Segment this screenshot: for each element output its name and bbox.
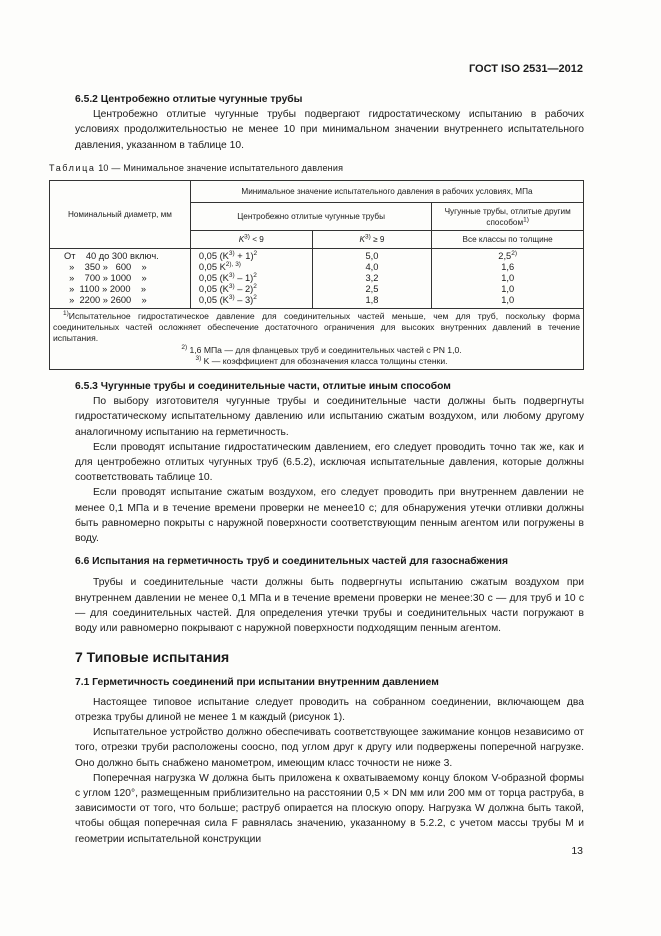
table-caption-text: 10 — Минимальное значение испытательного давления (98, 162, 344, 173)
row-formula: 0,05 $(K^{3)} - 3)^2$ (198, 293, 257, 306)
column-diameters (50, 249, 191, 309)
row-value: 1,8 (365, 295, 379, 306)
row-formula: 0,05 $(K^{3)} - 2)^2$ (198, 282, 257, 295)
footnote-3: $^{3)}$ K — коэффициент для обозначения класса толщины стенки. (195, 354, 448, 366)
row-formula: 0,05 $(K^{3)} - 1)^2$ (198, 271, 257, 284)
section-6-5-3-paragraph: По выбору изготовителя чугунные трубы и соединительные части должны быть подвергнуты гидростатическому испытательному давлению или испытанию сжатым воздухом, или любому другому аналогичному испытанию на герметичность. (75, 396, 584, 438)
row-value: 3,2 (365, 273, 379, 284)
row-value: 1,6 (501, 262, 515, 273)
section-6-5-3-paragraph: Если проводят испытание гидростатическим давлением, его следует проводить точно так же, как и для центробежно отлитых чугунных труб (6.5.2), исключая испытательные давления, которые должны соответствовать таблице 10. (75, 441, 584, 484)
column-k-ge-9 (312, 249, 432, 309)
section-6-5-3-heading: 6.5.3 Чугунные трубы и соединительные части, отлитые иным способом (75, 381, 451, 393)
row-formula: 0,05 $(K^{3)} + 1)^2$ (198, 249, 258, 262)
table-caption (49, 161, 584, 176)
row-value: 5,0 (365, 251, 379, 262)
section-6-5-3-paragraph: Если проводят испытание сжатым воздухом, его следует проводить при внутреннем давлении не менее 0,1 МПа и в течение времени проверки не менее10 с; для обнаружения утечки отливки должны быть равномерно покрыты с наружной поверхности соответствующим пенным агентом или погружены в воду. (75, 487, 584, 545)
page-content (49, 92, 584, 847)
header-k-ge-9: $K^{3)} \ge 9$ (312, 231, 432, 249)
column-all-classes (432, 249, 584, 309)
section-6-5-2-text: Центробежно отлитые чугунные трубы подвергают гидростатическому испытанию в рабочих условиях продолжительностью не менее 10 при минимальном значении внутреннего испытательного давления, указанном в таблице 10. (75, 109, 584, 151)
footnote-1: $^{1)}$Испытательное гидростатическое давление для соединительных частей меньше, чем для труб, поскольку форма соединительных частей осложняет обеспечение достаточного ограничения для высоких внутренних давлений в течение испытания. (53, 310, 580, 344)
row-diameter: » 350 » 600 » (64, 262, 147, 273)
section-7-1-paragraph: Испытательное устройство должно обеспечивать соответствующее зажимание концов независимо от того, отрезки труби расположены соосно, под углом друг к другу или подвержены поперечной нагрузке. Оно должно быть снабжено манометром, имеющим класс точности не ниже 3. (75, 727, 584, 769)
table-data-block (50, 249, 584, 309)
table-footnotes (50, 309, 584, 370)
row-value: 1,0 (501, 295, 515, 306)
section-7-1-paragraph: Настоящее типовое испытание следует проводить на собранном соединении, включающем два отрезка трубы длиной не менее 1 м каждый (рисунок 1). (75, 696, 584, 723)
pressure-table (49, 180, 584, 370)
section-6-5-2-heading: 6.5.2 Центробежно отлитые чугунные трубы (75, 94, 303, 105)
header-centrifugal: Центробежно отлитые чугунные трубы (190, 203, 431, 231)
row-diameter: От 40 до 300 включ. (64, 251, 159, 262)
standard-header: ГОСТ ISO 2531—2012 (468, 63, 583, 75)
row-diameter: » 700 » 1000 » (64, 273, 147, 284)
page-number: 13 (571, 845, 583, 857)
section-7-heading: 7 Типовые испытания (75, 649, 230, 666)
section-6-6-paragraph: Трубы и соединительные части должны быть подвергнуты испытанию сжатым воздухом при внутреннем давлении не менее 0,1 МПа и в течение времени проверки не менее:30 с — для труб и 10 с — для соединительных частей. Для определения утечки трубы и соединительных части погружают в воду или равномерно покрывают с наружной поверхности подходящим пенным агентом. (75, 577, 584, 635)
section-7-1-heading: 7.1 Герметичность соединений при испытании внутренним давлением (75, 677, 439, 689)
header-test-pressure: Минимальное значение испытательного давления в рабочих условиях, МПа (190, 181, 583, 203)
row-value: 1,0 (501, 284, 515, 295)
section-7-1-paragraph: Поперечная нагрузка W должна быть приложена к охватываемому концу блоком V-образной формы с углом 120°, размещенным приблизительно на расстоянии 0,5 × DN мм или 200 мм от торца раструба, в зависимости от того, что больше; раструб опирается на плоскую опору. Нагрузка W должна быть такой, чтобы общая поперечная сила F равнялась значению, указанному в 5.2.2, с учетом массы трубы M и геометрии испытательной конструкции (75, 772, 584, 845)
row-value: 2,5 (365, 284, 379, 295)
row-diameter: » 1100 » 2000 » (64, 284, 147, 295)
header-nominal-diameter: Номинальный диаметр, мм (50, 181, 191, 249)
row-formula: 0,05 $K^{2), 3)}$ (198, 260, 241, 273)
column-k-less-9 (190, 249, 312, 309)
row-diameter: » 2200 » 2600 » (64, 295, 147, 306)
header-other-cast: Чугунные трубы, отлитые другим способом$^{1)}$ (432, 203, 584, 231)
footnote-2: $^{2)}$ 1,6 МПа — для фланцевых труб и соединительных частей с PN 1,0. (181, 343, 462, 355)
row-value: 1,0 (501, 273, 515, 284)
section-6-6-heading: 6.6 Испытания на герметичность труб и соединительных частей для газоснабжения (75, 556, 508, 568)
header-all-classes: Все классы по толщине (432, 231, 584, 249)
row-value: 2,5$^{2)}$ (498, 249, 518, 262)
table-caption-label: Таблица (49, 162, 96, 173)
header-k-less-9: $K^{3)} < 9$ (190, 231, 312, 249)
row-value: 4,0 (365, 262, 379, 273)
